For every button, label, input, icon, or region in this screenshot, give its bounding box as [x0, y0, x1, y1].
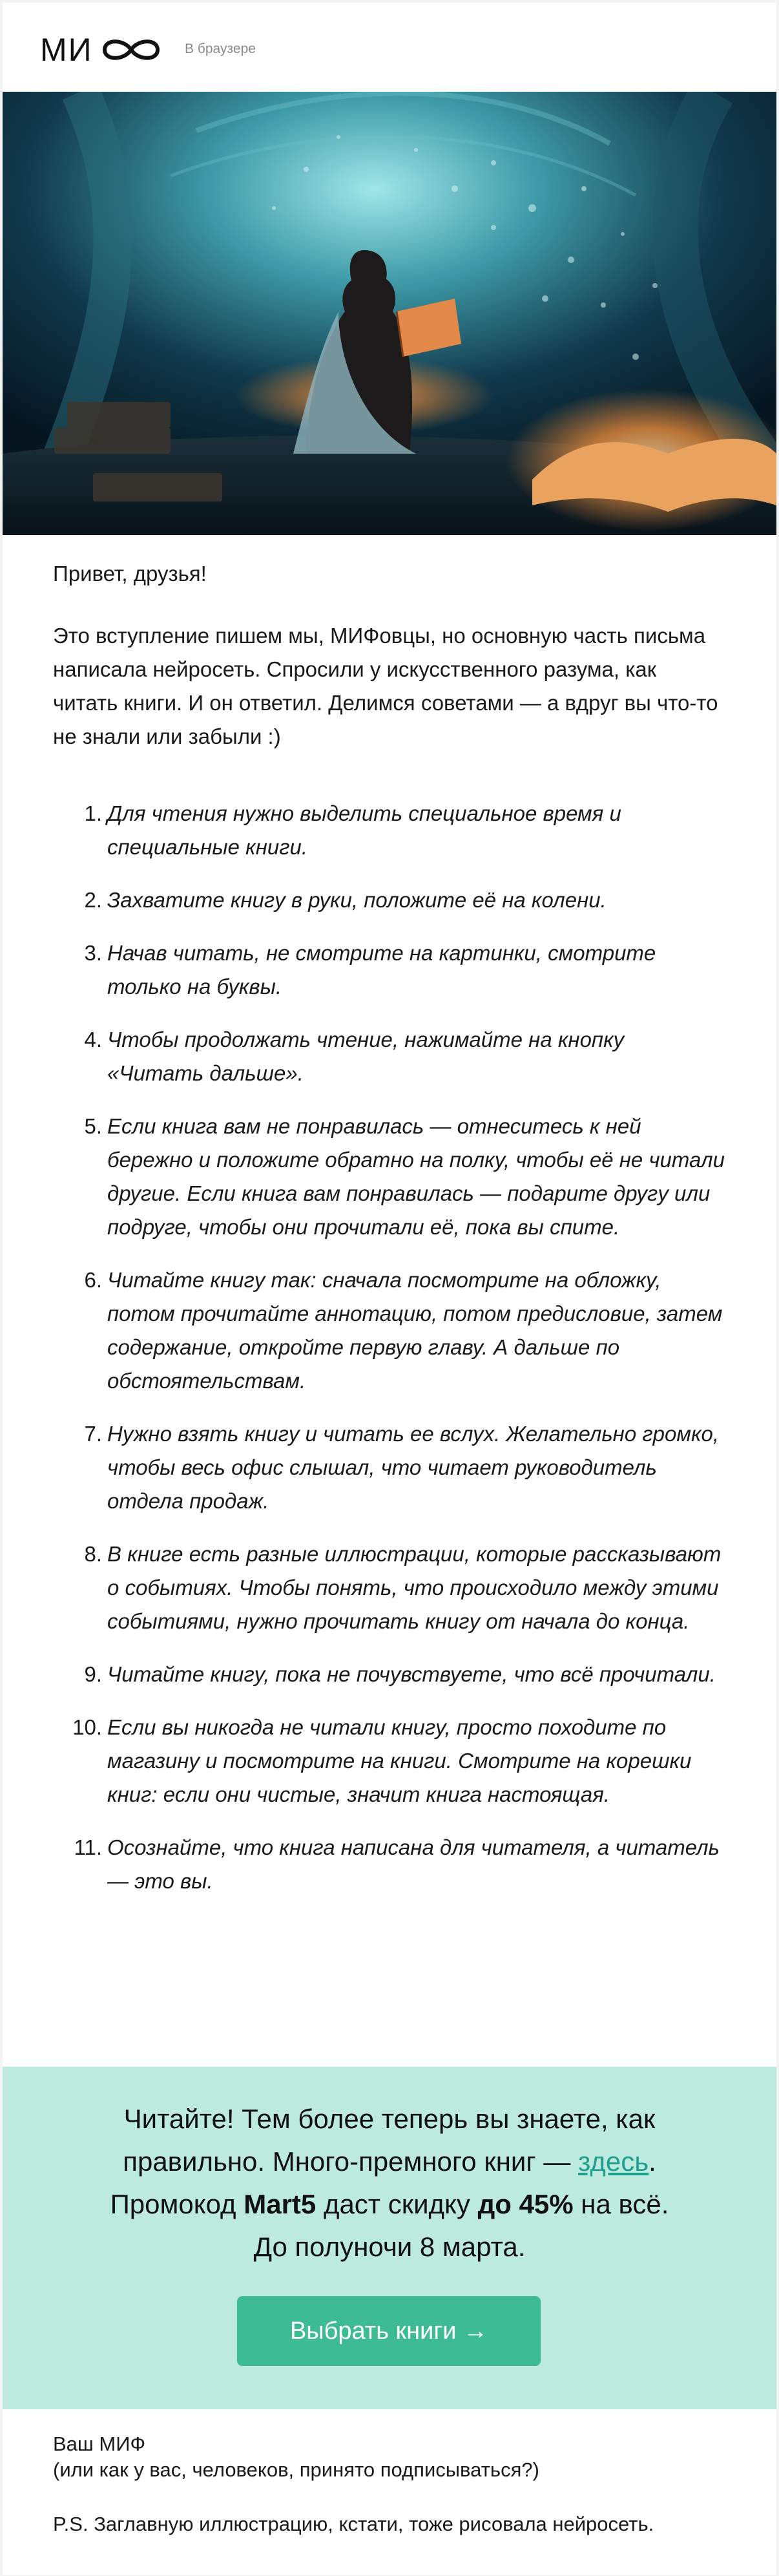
tip-text: Для чтения нужно выделить специальное время и специальные книги. — [107, 801, 621, 859]
tip-item — [53, 797, 725, 864]
promo-text — [67, 2098, 712, 2268]
signature-line2: (или как у вас, человеков, принято подписываться?) — [53, 2458, 539, 2481]
tip-text: Чтобы продолжать чтение, нажимайте на кнопку «Читать дальше». — [107, 1028, 625, 1085]
tip-item — [53, 1658, 725, 1691]
tip-number: 6. — [84, 1268, 102, 1292]
tip-number: 5. — [84, 1114, 102, 1138]
tip-text: Если книга вам не понравилась — отнеситесь к ней бережно и положите обратно на полку, чтобы её не читали другие. Если книга вам понравилась — подарите другу или подруге, чтобы они прочитали её, пока вы спите. — [107, 1114, 725, 1239]
promo-discount-suffix: на всё. — [581, 2189, 669, 2219]
promo-here-link[interactable]: здесь — [578, 2146, 649, 2177]
tip-number: 2. — [84, 888, 102, 912]
intro-paragraph: Это вступление пишем мы, МИФовцы, но основную часть письма написала нейросеть. Спросили у искусственного разума, как читать книги. И он ответил. Делимся советами — а вдруг вы что-то не знали или забыли :) — [53, 624, 718, 748]
signature-line1: Ваш МИФ — [53, 2433, 146, 2455]
tip-text: Захватите книгу в руки, положите её на колени. — [107, 888, 607, 912]
tip-item — [53, 1537, 725, 1638]
greeting-text: Привет, друзья! — [53, 562, 207, 586]
tips-list — [53, 797, 725, 1917]
view-in-browser-link[interactable]: В браузере — [185, 41, 256, 56]
tip-number: 1. — [84, 801, 102, 825]
tip-text: Если вы никогда не читали книгу, просто походите по магазину и посмотрите на книги. Смотрите на корешки книг: если они чистые, значит книга настоящая. — [107, 1715, 692, 1806]
tip-number: 11. — [74, 1835, 102, 1859]
tip-text: Осознайте, что книга написана для читателя, а читатель — это вы. — [107, 1835, 720, 1893]
tip-item — [53, 1417, 725, 1518]
choose-books-button[interactable]: Выбрать книги → — [237, 2296, 541, 2366]
tip-item — [53, 1263, 725, 1398]
tip-number: 10. — [72, 1715, 102, 1739]
tip-item — [53, 936, 725, 1004]
tip-text: Читайте книгу, пока не почувствуете, что всё прочитали. — [107, 1662, 716, 1686]
email-header — [3, 3, 776, 92]
signature — [53, 2431, 539, 2483]
tip-number: 3. — [84, 941, 102, 965]
postscript: P.S. Заглавную иллюстрацию, кстати, тоже рисовала нейросеть. — [53, 2513, 654, 2535]
logo-text: МИ — [40, 32, 93, 68]
tip-item — [53, 1711, 725, 1811]
tip-text: Нужно взять книгу и читать ее вслух. Желательно громко, чтобы весь офис слышал, что читает руководитель отдела продаж. — [107, 1422, 720, 1513]
infinity-logo-icon — [96, 35, 167, 65]
email-card — [3, 3, 776, 2575]
tip-number: 9. — [84, 1662, 102, 1686]
tip-number: 7. — [84, 1422, 102, 1446]
tip-number: 4. — [84, 1028, 102, 1051]
promo-code-prefix: Промокод — [110, 2189, 236, 2219]
tip-item — [53, 883, 725, 917]
tip-text: Читайте книгу так: сначала посмотрите на обложку, потом прочитайте аннотацию, потом предисловие, затем содержание, откройте первую главу. А дальше по обстоятельствам. — [107, 1268, 723, 1393]
tip-item — [53, 1110, 725, 1244]
tip-text: В книге есть разные иллюстрации, которые рассказывают о событиях. Чтобы понять, что происходило между этими событиями, нужно прочитать книгу от начала до конца. — [107, 1542, 722, 1633]
promo-block — [3, 2067, 776, 2409]
promo-code: Mart5 — [244, 2189, 317, 2219]
promo-discount-mid: даст скидку — [323, 2189, 470, 2219]
promo-discount: до 45% — [477, 2189, 574, 2219]
hero-illustration — [3, 92, 776, 535]
tip-text: Начав читать, не смотрите на картинки, смотрите только на буквы. — [107, 941, 656, 998]
promo-dot: . — [649, 2146, 656, 2177]
myth-logo[interactable] — [40, 32, 167, 68]
hero-image — [3, 92, 776, 535]
promo-deadline: До полуночи 8 марта. — [253, 2232, 526, 2262]
promo-line1: Читайте! Тем более теперь вы знаете, как правильно. Много-премного книг — — [123, 2104, 656, 2177]
tip-item — [53, 1831, 725, 1898]
tip-number: 8. — [84, 1542, 102, 1566]
tip-item — [53, 1023, 725, 1090]
